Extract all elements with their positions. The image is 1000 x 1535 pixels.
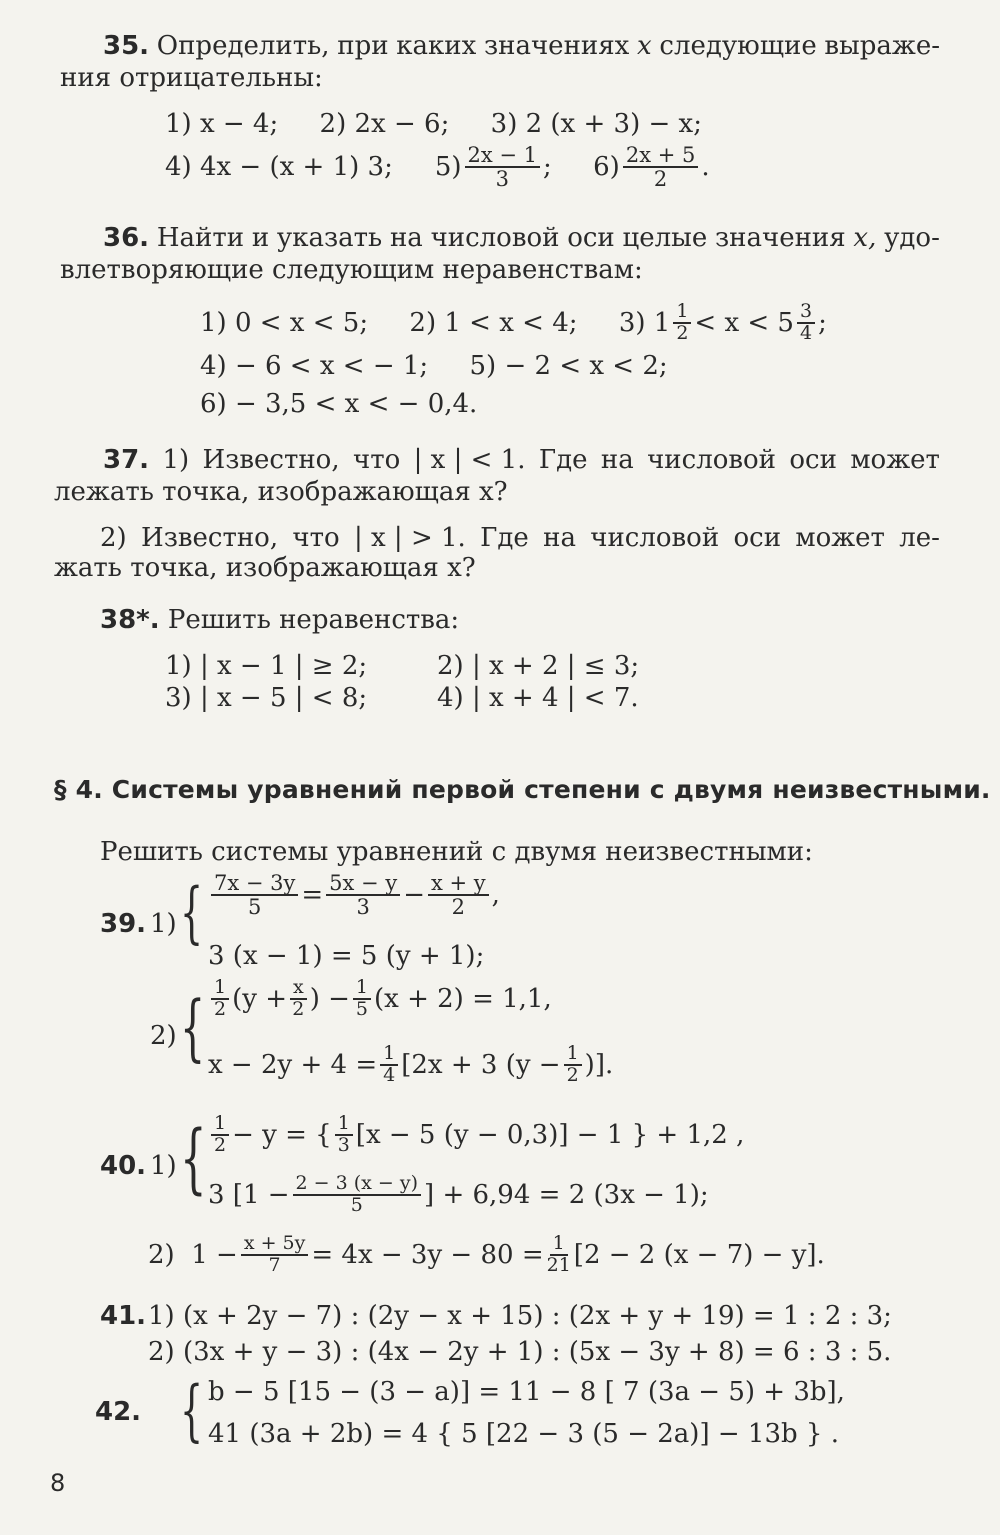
text-word: значения	[715, 223, 846, 253]
fraction-numerator: 1	[211, 978, 229, 1000]
p41-line2: 2) (3x + y − 3) : (4x − 2y + 1) : (5x − 3y + 8) = 6 : 3 : 5.	[148, 1337, 892, 1367]
period: .	[701, 151, 710, 182]
text-word: числовой	[647, 445, 776, 475]
p38-item2: 2) | x + 2 | ≤ 3;	[437, 651, 640, 681]
p39-s2-eq1	[208, 978, 552, 1020]
text-word: оси	[733, 523, 782, 553]
problem-36-number: 36.	[103, 223, 150, 253]
fraction	[211, 1114, 229, 1156]
text-word: Известно,	[141, 523, 279, 553]
text-word: | x | > 1.	[353, 523, 466, 553]
problem-41-number: 41.	[100, 1301, 147, 1331]
text-word: каких	[396, 31, 477, 61]
p36-row3: 6) − 3,5 < x < − 0,4.	[200, 389, 478, 419]
left-brace: {	[180, 1113, 207, 1202]
text-word: целые	[622, 223, 708, 253]
fraction-numerator: 2x − 1	[465, 144, 541, 168]
left-brace: {	[180, 985, 206, 1069]
fraction	[211, 872, 298, 918]
math-text: [2x + 3 (y −	[401, 1049, 561, 1080]
fraction	[290, 978, 307, 1020]
fraction-denominator: 2	[566, 1063, 579, 1086]
left-brace: {	[180, 874, 204, 951]
text-word: оси	[789, 445, 837, 475]
p36-row1-text2: < x < 5	[694, 307, 794, 338]
fraction-numerator: 1	[335, 1114, 353, 1136]
p36-line1	[103, 222, 940, 255]
p36-row1-text: 1) 0 < x < 5; 2) 1 < x < 4; 3) 1	[200, 307, 671, 338]
fraction-numerator: 1	[564, 1044, 582, 1066]
fraction-denominator: 3	[337, 1133, 350, 1156]
text-word: на	[543, 523, 576, 553]
p36-line2: влетворяющие следующим неравенствам:	[60, 255, 643, 285]
text-word: числовой	[430, 223, 560, 253]
problem-40-number: 40.	[100, 1151, 147, 1181]
fraction-denominator: 2	[676, 321, 689, 344]
math-text: [x − 5 (y − 0,3)] − 1 } + 1,2 ,	[355, 1119, 745, 1150]
semicolon: ;	[818, 307, 827, 338]
problem-37-number: 37.	[103, 445, 150, 475]
comma: ,	[491, 879, 500, 910]
p37-line2: лежать точка, изображающая x?	[54, 477, 508, 507]
math-text: )].	[584, 1049, 614, 1080]
problem-42-number: 42.	[95, 1397, 142, 1427]
p35-line1	[103, 30, 940, 63]
fraction-denominator: 2	[214, 997, 227, 1020]
fraction-numerator: 7x − 3y	[211, 872, 298, 896]
text-word: оси	[567, 223, 615, 253]
text-word: может	[850, 445, 940, 475]
fraction-numerator: 1	[380, 1044, 398, 1066]
text-word: Где	[480, 523, 529, 553]
p42-eq1: b − 5 [15 − (3 − a)] = 11 − 8 [ 7 (3a − 5) + 3b],	[208, 1377, 845, 1407]
p40-s2	[148, 1234, 825, 1276]
left-brace: {	[180, 1372, 204, 1449]
variable: x,	[853, 223, 877, 253]
text-word: Найти	[156, 223, 245, 253]
page-number: 8	[50, 1469, 66, 1497]
math-text: (x + 2) = 1,1,	[374, 983, 552, 1014]
math-text: [2 − 2 (x − 7) − y].	[573, 1239, 825, 1270]
fraction-numerator: x + y	[428, 872, 489, 896]
fraction-numerator: 2 − 3 (x − y)	[293, 1174, 422, 1196]
p39-s1-eq1	[208, 872, 500, 918]
p39-s2-eq2	[208, 1044, 613, 1086]
fraction-numerator: 5x − y	[326, 872, 400, 896]
p38-item1: 1) | x − 1 | ≥ 2;	[165, 651, 368, 681]
p36-row1	[200, 302, 827, 344]
text-word: числовой	[590, 523, 720, 553]
text-word: удо-	[884, 223, 940, 253]
math-text: (y +	[232, 983, 287, 1014]
text-word: Известно,	[202, 445, 340, 475]
text-word: следующие	[659, 31, 817, 61]
math-text: ) −	[309, 983, 350, 1014]
p35-line2: ния отрицательны:	[60, 63, 323, 93]
text-word: Где	[538, 445, 588, 475]
fraction	[564, 1044, 582, 1086]
minus: −	[403, 879, 425, 910]
fraction-numerator: x + 5y	[241, 1234, 309, 1256]
text-word: 1)	[162, 445, 190, 475]
fraction	[428, 872, 489, 918]
fraction	[353, 978, 371, 1020]
math-text: − y = {	[232, 1119, 332, 1150]
fraction-numerator: 2x + 5	[623, 144, 699, 168]
p36-frac-three-quarters	[797, 302, 815, 344]
fraction-numerator: x	[290, 978, 307, 1000]
fraction	[335, 1114, 353, 1156]
fraction-numerator: 1	[353, 978, 371, 1000]
equals: =	[301, 879, 324, 910]
problem-38-number: 38*.	[100, 605, 160, 635]
fraction-denominator: 3	[495, 167, 509, 192]
p37-line1	[103, 444, 940, 477]
problem-35-number: 35.	[103, 31, 150, 61]
text-word: ле-	[899, 523, 940, 553]
p40-system1-label: 1)	[150, 1151, 177, 1181]
text-word: выраже-	[824, 31, 940, 61]
text-word: на	[389, 223, 423, 253]
text-word: что	[292, 523, 340, 553]
text-word: Определить,	[156, 31, 330, 61]
p39-system2-label: 2)	[150, 1021, 177, 1051]
section-heading: § 4. Системы уравнений первой степени с двумя неизвестными.	[54, 775, 991, 804]
p37-line4: жать точка, изображающая x?	[54, 553, 476, 583]
p39-system1-label: 1)	[150, 909, 177, 939]
text-word: указать	[276, 223, 383, 253]
fraction	[547, 1234, 571, 1276]
p38-item3: 3) | x − 5 | < 8;	[165, 683, 368, 713]
fraction-denominator: 2	[653, 167, 668, 192]
p36-row2: 4) − 6 < x < − 1; 5) − 2 < x < 2;	[200, 351, 668, 381]
fraction	[380, 1044, 398, 1086]
fraction-denominator: 5	[248, 895, 262, 920]
fraction	[326, 872, 400, 918]
fraction-denominator: 2	[292, 997, 305, 1020]
p38-text: Решить неравенства:	[167, 605, 460, 635]
p35-item6-label: ; 6)	[543, 151, 620, 182]
p41-line1: 1) (x + 2y − 7) : (2y − x + 15) : (2x + y + 19) = 1 : 2 : 3;	[148, 1301, 892, 1331]
text-word: 2)	[100, 523, 127, 553]
p36-frac-half	[673, 302, 691, 344]
fraction	[211, 978, 229, 1020]
p35-item5-label: 5)	[434, 151, 462, 182]
problem-39-number: 39.	[100, 909, 147, 939]
text-word: может	[795, 523, 885, 553]
fraction-denominator: 5	[355, 997, 368, 1020]
fraction-denominator: 4	[383, 1063, 396, 1086]
p40-s1-eq2	[208, 1174, 709, 1216]
fraction-numerator: 3	[797, 302, 815, 324]
p40-s1-eq1	[208, 1114, 744, 1156]
text-word: значениях	[483, 31, 630, 61]
p38-item4: 4) | x + 4 | < 7.	[437, 683, 639, 713]
fraction-denominator: 7	[268, 1253, 281, 1276]
fraction-denominator: 2	[451, 895, 465, 920]
math-text: 3 [1 −	[208, 1179, 290, 1210]
p35-item4: 4) 4x − (x + 1) 3;	[165, 151, 393, 182]
p42-eq2: 41 (3a + 2b) = 4 { 5 [22 − 3 (5 − 2a)] − 13b } .	[208, 1419, 839, 1449]
math-text: = 4x − 3y − 80 =	[311, 1239, 544, 1270]
fraction-numerator: 1	[211, 1114, 229, 1136]
p35-items-row1: 1) x − 4; 2) 2x − 6; 3) 2 (x + 3) − x;	[165, 109, 702, 139]
math-text: 2) 1 −	[148, 1239, 238, 1270]
p35-item5-fraction	[465, 144, 541, 190]
math-text: x − 2y + 4 =	[208, 1049, 378, 1080]
text-word: на	[600, 445, 634, 475]
text-word: | x | < 1.	[413, 445, 526, 475]
p37-line3	[100, 522, 940, 555]
fraction-numerator: 1	[550, 1234, 568, 1256]
p35-items-row2	[165, 144, 710, 190]
text-word: что	[353, 445, 401, 475]
fraction-denominator: 4	[799, 321, 813, 344]
fraction	[241, 1234, 309, 1276]
math-text: ] + 6,94 = 2 (3x − 1);	[424, 1179, 709, 1210]
p35-item6-fraction	[623, 144, 699, 190]
fraction-denominator: 2	[214, 1133, 227, 1156]
text-word: при	[337, 31, 389, 61]
p38-line1	[100, 604, 459, 637]
section-intro: Решить системы уравнений с двумя неизвестными:	[100, 837, 813, 867]
variable: x	[637, 31, 652, 61]
fraction-numerator: 1	[673, 302, 691, 324]
fraction-denominator: 5	[350, 1193, 363, 1216]
fraction-denominator: 21	[546, 1253, 571, 1276]
p39-s1-eq2: 3 (x − 1) = 5 (y + 1);	[208, 941, 485, 971]
fraction-denominator: 3	[356, 895, 370, 920]
fraction	[293, 1174, 422, 1216]
text-word: и	[251, 223, 270, 253]
